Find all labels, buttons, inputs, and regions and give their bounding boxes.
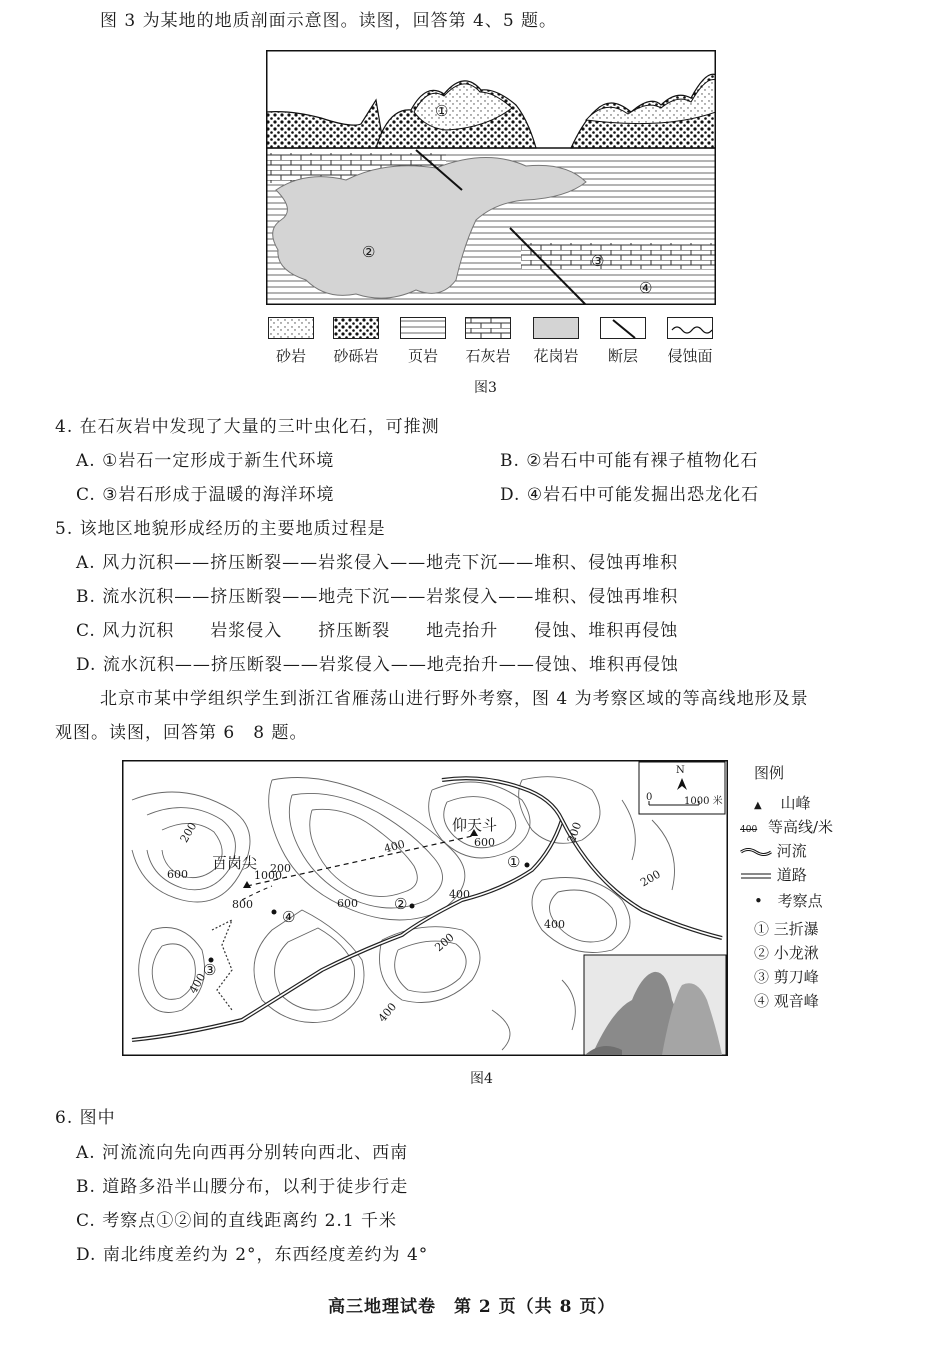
q5-option-c[interactable]: C. 风力沉积 岩浆侵入 挤压断裂 地壳抬升 侵蚀、堆积再侵蚀 bbox=[76, 621, 679, 641]
fig4-peak-baigangjian: 百岗尖 bbox=[212, 854, 258, 872]
fig4-point-4: ④ bbox=[282, 908, 296, 926]
fig4-elev-label: 200 bbox=[177, 820, 200, 845]
road-icon bbox=[740, 870, 772, 882]
q6-option-b[interactable]: B. 道路多沿半山腰分布，以利于徒步行走 bbox=[76, 1177, 409, 1197]
intro-fig3: 图 3 为某地的地质剖面示意图。读图，回答第 4、5 题。 bbox=[100, 11, 558, 31]
intro-fig4-line2: 观图。读图，回答第 6 8 题。 bbox=[55, 723, 308, 743]
fig4-legend-s1: ① 三折瀑 bbox=[754, 920, 819, 938]
fig4-elev-label: 400 bbox=[544, 918, 565, 931]
fig4-elev-label: 200 bbox=[270, 862, 291, 875]
legend-conglomerate-label: 砂砾岩 bbox=[333, 347, 379, 365]
fig4-legend-s4: ④ 观音峰 bbox=[754, 992, 819, 1010]
legend-limestone-label: 石灰岩 bbox=[465, 347, 511, 365]
legend-limestone-swatch bbox=[465, 317, 511, 339]
fig3-label-1: ① bbox=[435, 102, 449, 120]
fig4-legend-river-label: 河流 bbox=[776, 842, 807, 860]
legend-fault-label: 断层 bbox=[607, 347, 638, 365]
river-icon bbox=[740, 846, 772, 858]
fig4-legend-s2: ② 小龙湫 bbox=[754, 944, 819, 962]
fig4-elev-label: 800 bbox=[232, 898, 253, 911]
fig4-legend-site bbox=[754, 890, 823, 911]
q6-option-c[interactable]: C. 考察点①②间的直线距离约 2.1 千米 bbox=[76, 1211, 398, 1231]
fig4-point-1: ① bbox=[507, 853, 521, 871]
fig4-elev-label: 200 bbox=[432, 930, 457, 955]
q4-option-a[interactable]: A. ①岩石一定形成于新生代环境 bbox=[76, 451, 335, 471]
fig4-legend-contour bbox=[740, 816, 833, 837]
fig4-elev-label: 400 bbox=[375, 1000, 400, 1025]
fig3-label-2: ② bbox=[362, 243, 376, 261]
q5-stem: 5. 该地区地貌形成经历的主要地质过程是 bbox=[55, 519, 386, 539]
legend-granite-label: 花岗岩 bbox=[533, 347, 579, 365]
fig4-scale-km: 1000 米 bbox=[684, 796, 723, 807]
legend-shale-swatch bbox=[400, 317, 446, 339]
fig3-label-3: ③ bbox=[591, 252, 605, 270]
fig4-point-2: ② bbox=[394, 895, 408, 913]
fig4-legend-site-label: 考察点 bbox=[777, 892, 823, 910]
dot-icon: • bbox=[754, 892, 763, 910]
fig3-label-4: ④ bbox=[639, 279, 653, 297]
fig4-elev-label: 600 bbox=[474, 836, 495, 849]
legend-conglomerate-swatch bbox=[333, 317, 379, 339]
fig4-elev-label: 200 bbox=[638, 867, 663, 890]
fig4-elev-label: 200 bbox=[564, 820, 585, 845]
fig4-elev-label: 600 bbox=[167, 868, 188, 881]
page-footer: 高三地理试卷 第 2 页（共 8 页） bbox=[328, 1297, 616, 1317]
q4-option-b[interactable]: B. ②岩石中可能有裸子植物化石 bbox=[500, 451, 759, 471]
fig4-legend-peak-label: 山峰 bbox=[780, 794, 811, 812]
q5-option-a[interactable]: A. 风力沉积——挤压断裂——岩浆侵入——地壳下沉——堆积、侵蚀再堆积 bbox=[76, 553, 679, 573]
legend-sandstone-label: 砂岩 bbox=[275, 347, 306, 365]
fig3-caption: 图3 bbox=[474, 380, 497, 396]
q4-stem: 4. 在石灰岩中发现了大量的三叶虫化石，可推测 bbox=[55, 417, 440, 437]
fig4-elev-label: 400 bbox=[382, 837, 407, 856]
legend-granite-swatch bbox=[533, 317, 579, 339]
fig4-legend-title: 图例 bbox=[754, 764, 785, 782]
q5-option-b[interactable]: B. 流水沉积——挤压断裂——地壳下沉——岩浆侵入——堆积、侵蚀再堆积 bbox=[76, 587, 679, 607]
fig3-cross-section bbox=[266, 50, 716, 305]
q4-option-d[interactable]: D. ④岩石中可能发掘出恐龙化石 bbox=[500, 485, 760, 505]
legend-sandstone-swatch bbox=[268, 317, 314, 339]
fig4-point-3: ③ bbox=[203, 961, 217, 979]
legend-erosion-label: 侵蚀面 bbox=[667, 347, 713, 365]
triangle-icon: ▲ bbox=[754, 800, 762, 811]
fig4-peak-yangtiandou: 仰天斗 bbox=[452, 816, 498, 834]
fig4-contour-map bbox=[122, 760, 728, 1056]
legend-erosion-swatch bbox=[667, 317, 713, 339]
fig4-elev-label: 1000 bbox=[254, 869, 282, 882]
q5-option-d[interactable]: D. 流水沉积——挤压断裂——岩浆侵入——地壳抬升——侵蚀、堆积再侵蚀 bbox=[76, 655, 679, 675]
q6-option-a[interactable]: A. 河流流向先向西再分别转向西北、西南 bbox=[76, 1143, 409, 1163]
fig4-scale-zero: 0 bbox=[646, 792, 653, 803]
fig4-legend-contour-sample: 400 bbox=[740, 825, 758, 835]
fig4-legend-peak bbox=[754, 792, 811, 813]
fig4-caption: 图4 bbox=[470, 1071, 493, 1087]
legend-shale-label: 页岩 bbox=[407, 347, 438, 365]
intro-fig4-line1: 北京市某中学组织学生到浙江省雁荡山进行野外考察，图 4 为考察区域的等高线地形及景 bbox=[100, 689, 809, 709]
fig4-elev-label: 400 bbox=[186, 971, 209, 996]
fig4-legend-road-label: 道路 bbox=[776, 866, 807, 884]
fig4-scale-north: N bbox=[676, 765, 685, 776]
q6-stem: 6. 图中 bbox=[55, 1108, 116, 1128]
q4-option-c[interactable]: C. ③岩石形成于温暖的海洋环境 bbox=[76, 485, 335, 505]
fig4-elev-label: 400 bbox=[449, 888, 470, 901]
fig4-legend-road bbox=[740, 864, 807, 885]
fig4-legend-s3: ③ 剪刀峰 bbox=[754, 968, 819, 986]
q6-option-d[interactable]: D. 南北纬度差约为 2°，东西经度差约为 4° bbox=[76, 1245, 429, 1265]
legend-fault-swatch bbox=[600, 317, 646, 339]
fig4-legend-river bbox=[740, 840, 807, 861]
fig4-elev-label: 600 bbox=[337, 897, 358, 910]
fig4-legend-contour-label: 等高线/米 bbox=[767, 818, 834, 836]
